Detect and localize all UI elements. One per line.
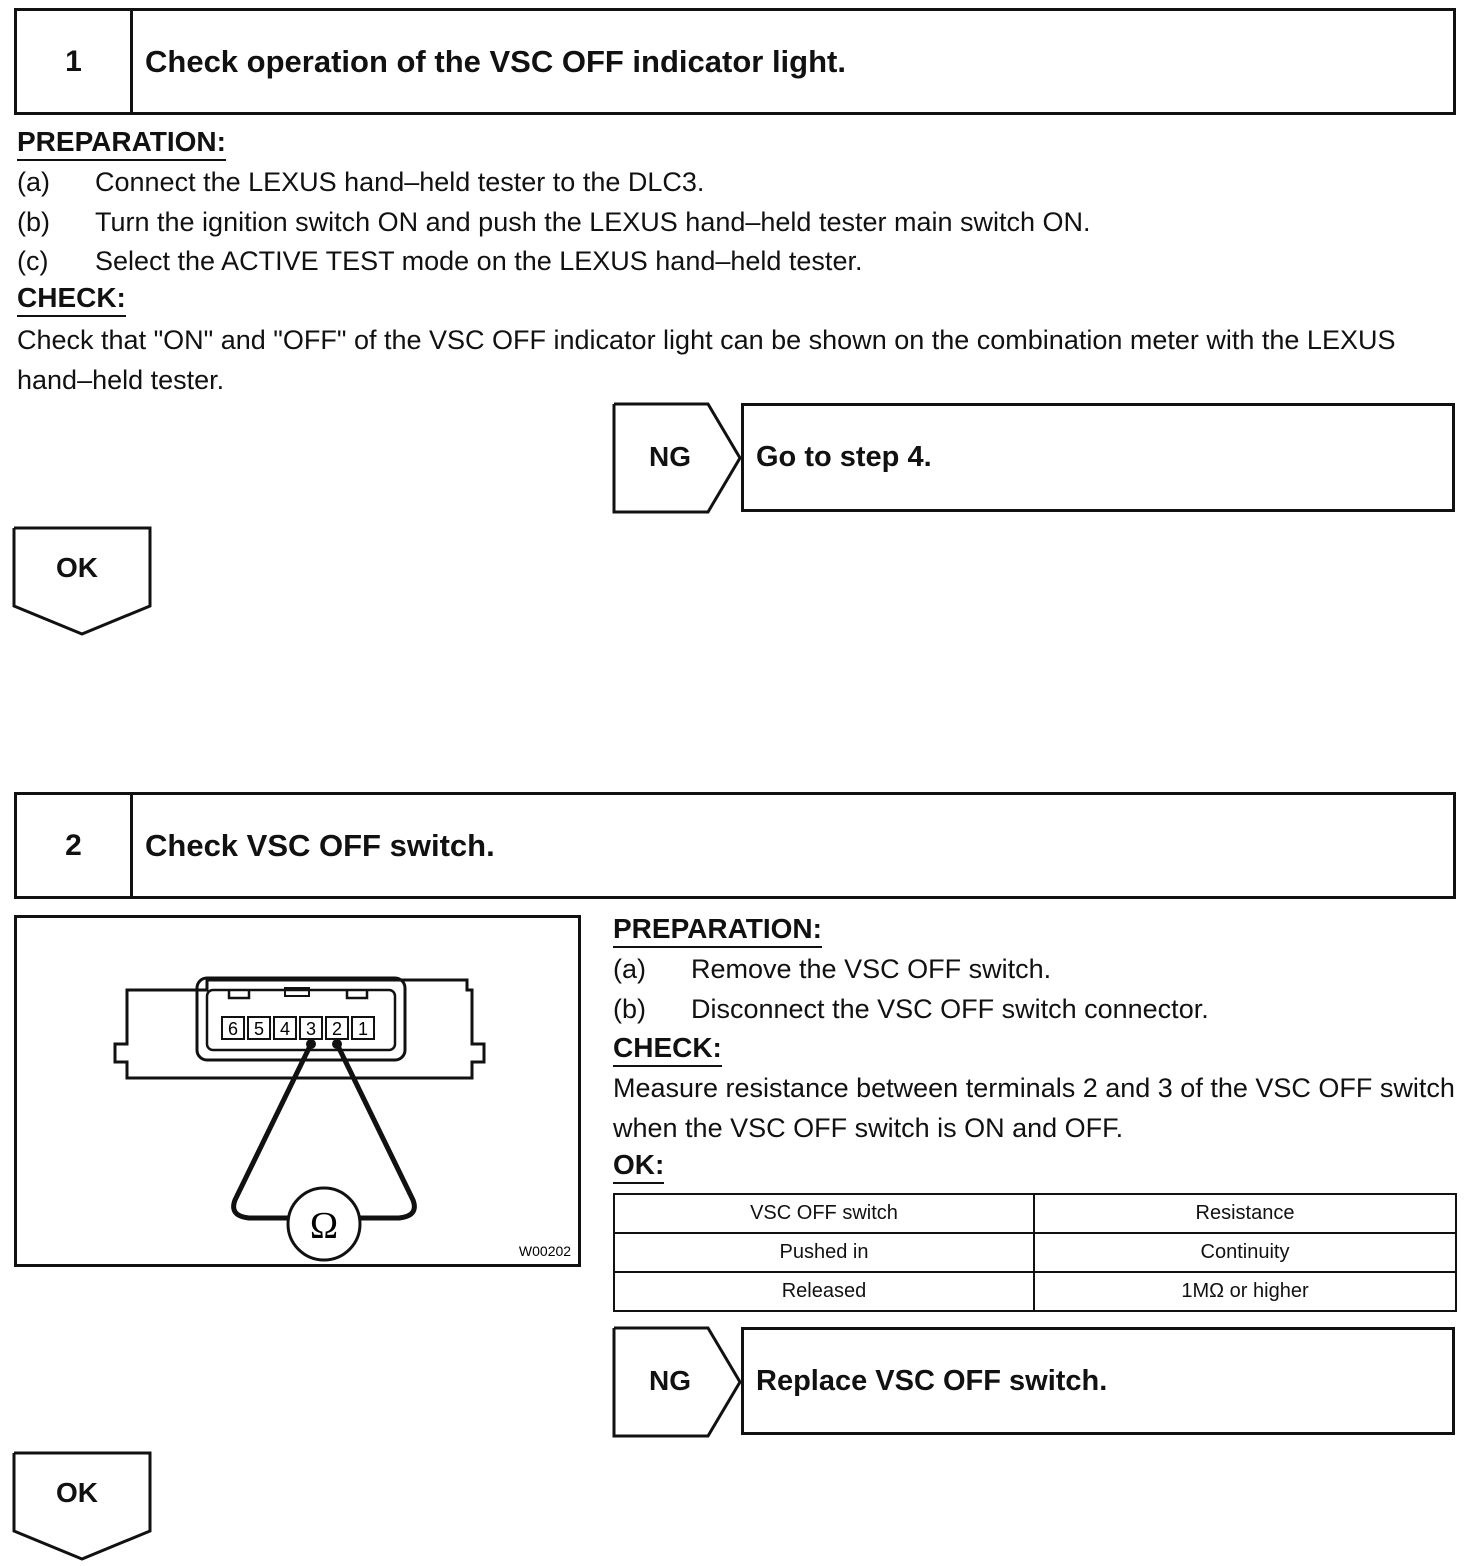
terminal-label: 4 [279,1019,291,1039]
step-2-prep-item-b [613,993,1209,1025]
step-2-prep-item-a [613,953,1051,985]
step-2-ng-action: Replace VSC OFF switch. [741,1327,1455,1435]
prep-item-label: (b) [613,994,646,1024]
probe-lead [337,1044,414,1218]
step-1-preparation-heading: PREPARATION: [17,126,226,161]
step-2-check-heading: CHECK: [613,1032,722,1067]
step-1-prep-item-a [17,166,704,198]
step-2-preparation-heading: PREPARATION: [613,913,822,948]
figure-code: W00202 [518,1243,572,1259]
step-2-ok-label: OK [56,1477,98,1508]
table-header-cell: VSC OFF switch [614,1194,1034,1233]
step-2-title: Check VSC OFF switch. [145,827,495,863]
prep-item-text: Connect the LEXUS hand–held tester to the DLC3. [95,167,705,197]
connector-diagram [14,915,581,1267]
table-header-row [614,1194,1456,1233]
step-1-check-heading: CHECK: [17,282,126,317]
prep-item-text: Remove the VSC OFF switch. [691,954,1052,984]
prep-item-label: (c) [17,246,49,276]
step-2-number: 2 [17,795,133,896]
table-cell: Continuity [1034,1233,1456,1272]
terminal-label: 6 [227,1019,239,1039]
step-1-ok-label: OK [56,552,98,583]
prep-item-text: Turn the ignition switch ON and push the LEXUS hand–held tester main switch ON. [95,207,1091,237]
step-1-number: 1 [17,11,133,112]
probe-lead [234,1044,311,1218]
step-1-ng-label: NG [649,441,691,472]
step-2-ng-label: NG [649,1365,691,1396]
resistance-table [613,1193,1457,1312]
step-1-check-text: Check that "ON" and "OFF" of the VSC OFF indicator light can be shown on the combination meter with the LEXUS hand–held tester. [17,325,1396,395]
prep-item-label: (a) [613,954,646,984]
terminal-label: 5 [253,1019,265,1039]
step-1-prep-item-b [17,206,1091,238]
prep-item-label: (b) [17,207,50,237]
table-header-cell: Resistance [1034,1194,1456,1233]
terminal-label: 2 [331,1019,343,1039]
connector-diagram-drawing [17,918,578,1264]
step-1-header [14,8,1456,115]
step-2-check-text: Measure resistance between terminals 2 and 3 of the VSC OFF switch when the VSC OFF switch is ON and OFF. [613,1073,1455,1143]
ohm-symbol: Ω [309,1205,339,1247]
prep-item-text: Disconnect the VSC OFF switch connector. [691,994,1209,1024]
step-1-title: Check operation of the VSC OFF indicator light. [145,43,846,79]
table-row [614,1233,1456,1272]
step-1-prep-item-c [17,245,862,277]
terminal-label: 3 [305,1019,317,1039]
prep-item-label: (a) [17,167,50,197]
table-cell: Released [614,1272,1034,1311]
step-2-header [14,792,1456,899]
table-row [614,1272,1456,1311]
step-2-ok-heading: OK: [613,1149,664,1184]
table-cell: 1MΩ or higher [1034,1272,1456,1311]
terminal-label: 1 [357,1019,369,1039]
step-1-ng-action: Go to step 4. [741,403,1455,512]
prep-item-text: Select the ACTIVE TEST mode on the LEXUS hand–held tester. [95,246,863,276]
table-cell: Pushed in [614,1233,1034,1272]
